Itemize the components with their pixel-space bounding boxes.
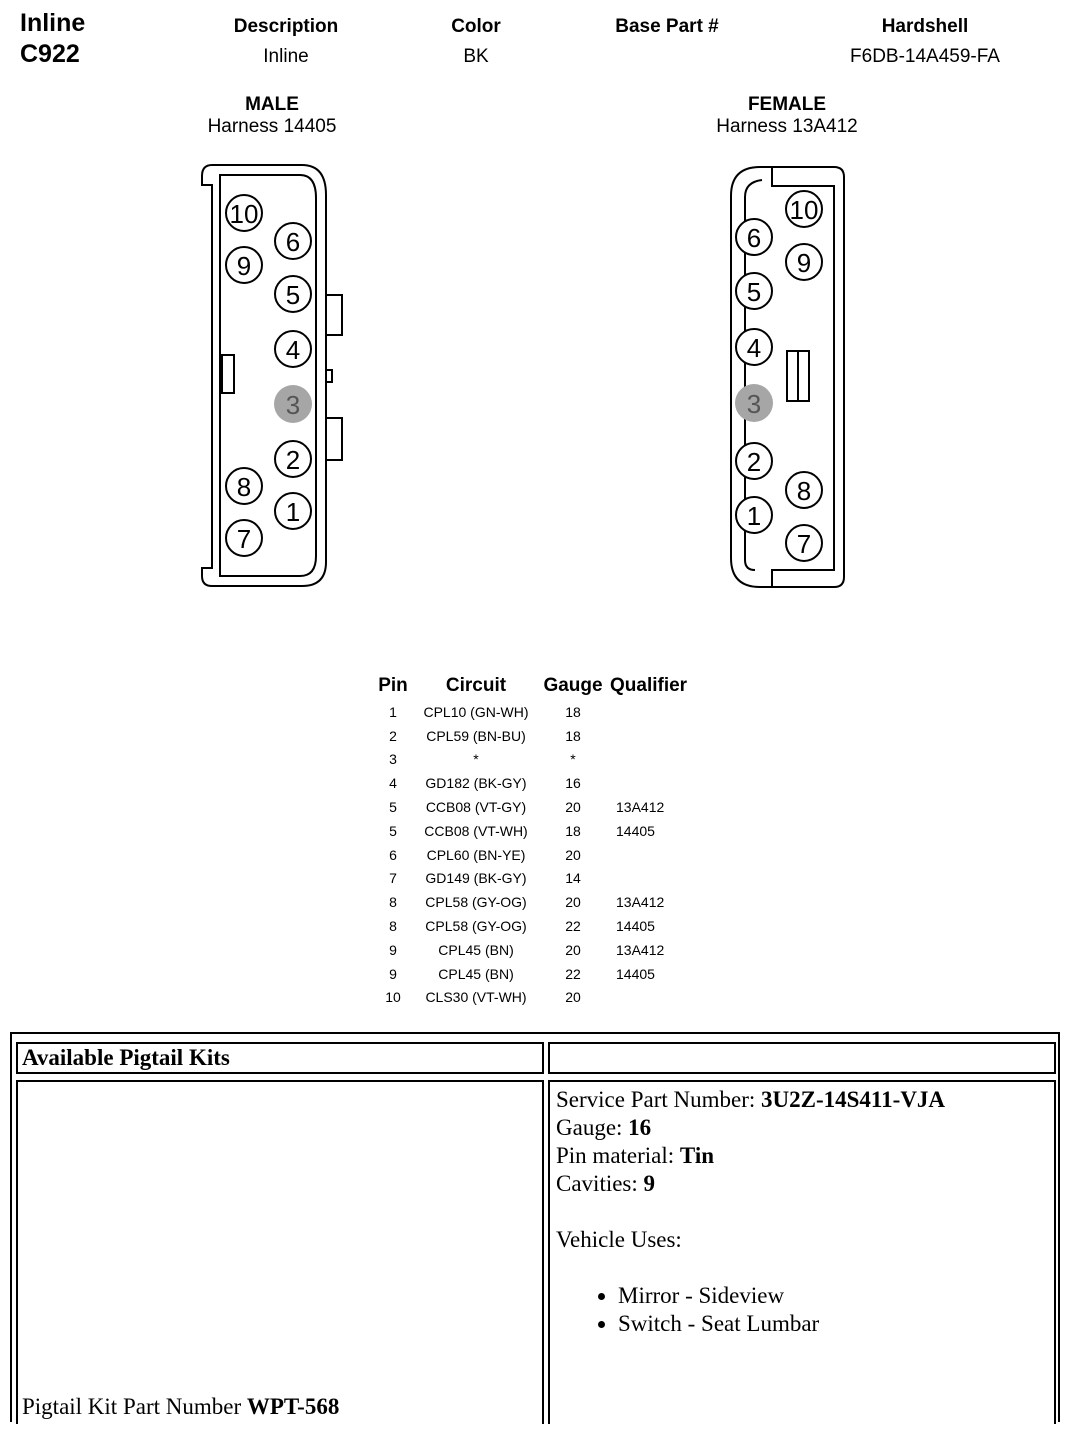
male-pin-9 xyxy=(226,247,262,283)
male-connector-outline xyxy=(202,165,342,586)
pigtail-kits-heading: Available Pigtail Kits xyxy=(16,1042,544,1074)
row-circuit: CCB08 (VT-WH) xyxy=(424,822,528,839)
row-pin: 8 xyxy=(389,918,397,935)
male-pin-6 xyxy=(275,223,311,259)
male-pin-1 xyxy=(275,493,311,529)
female-harness: Harness 13A412 xyxy=(716,116,858,137)
female-title: FEMALE xyxy=(747,94,827,115)
table-row xyxy=(370,890,706,914)
pigtail-kits-heading-right xyxy=(548,1042,1056,1074)
base-part-column xyxy=(587,16,747,46)
male-pin-5-label: 5 xyxy=(285,280,301,310)
male-harness: Harness 14405 xyxy=(207,116,337,137)
female-pin-7 xyxy=(786,525,822,561)
row-pin: 7 xyxy=(389,870,397,887)
female-pin-7-label: 7 xyxy=(796,529,812,559)
row-circuit: CPL45 (BN) xyxy=(438,941,514,958)
row-qualifier xyxy=(610,748,706,772)
row-gauge: 20 xyxy=(565,989,581,1006)
male-pin-3-label: 3 xyxy=(285,390,301,420)
row-qualifier xyxy=(610,986,706,1010)
row-qualifier xyxy=(610,843,706,867)
male-heading xyxy=(172,94,372,138)
male-pin-7-label: 7 xyxy=(236,524,252,554)
cavities-label: Cavities: xyxy=(556,1171,644,1196)
row-pin: 2 xyxy=(389,727,397,744)
row-pin: 10 xyxy=(385,989,401,1006)
table-row xyxy=(370,867,706,891)
female-pin-10 xyxy=(786,191,822,227)
table-row xyxy=(370,748,706,772)
row-pin: 5 xyxy=(389,822,397,839)
table-row xyxy=(370,819,706,843)
table-row xyxy=(370,795,706,819)
pigtail-kits-panel xyxy=(10,1032,1060,1422)
description-column xyxy=(206,16,366,68)
row-circuit: CCB08 (VT-GY) xyxy=(425,799,527,816)
row-qualifier: 14405 xyxy=(616,918,655,935)
female-pin-6-label: 6 xyxy=(746,223,762,253)
connector-header xyxy=(20,8,85,70)
row-gauge: * xyxy=(570,751,576,768)
female-connector-diagram xyxy=(720,160,855,592)
vehicle-uses-label: Vehicle Uses: xyxy=(556,1227,682,1252)
row-qualifier xyxy=(610,724,706,748)
male-pin-1-label: 1 xyxy=(285,497,301,527)
table-row xyxy=(370,962,706,986)
female-pin-2-label: 2 xyxy=(746,447,762,477)
list-item: • Mirror - Sideview xyxy=(618,1282,1054,1310)
base-part-label: Base Part # xyxy=(615,16,719,37)
qualifier-header: Qualifier xyxy=(610,675,688,696)
female-pin-2 xyxy=(736,443,772,479)
pigtail-kit-details xyxy=(548,1080,1056,1424)
row-circuit: CPL60 (BN-YE) xyxy=(426,846,526,863)
row-qualifier: 13A412 xyxy=(616,894,665,911)
row-gauge: 18 xyxy=(565,703,581,720)
hardshell-column xyxy=(815,16,1035,68)
row-qualifier: 14405 xyxy=(616,822,655,839)
table-row xyxy=(370,700,706,724)
table-row xyxy=(370,938,706,962)
gauge-label: Gauge: xyxy=(556,1115,629,1140)
table-row xyxy=(370,771,706,795)
table-row xyxy=(370,724,706,748)
male-pin-4-label: 4 xyxy=(285,335,301,365)
row-circuit: CPL58 (GY-OG) xyxy=(425,918,527,935)
female-pin-5-label: 5 xyxy=(746,277,762,307)
row-qualifier xyxy=(610,700,706,724)
row-gauge: 20 xyxy=(565,894,581,911)
male-pin-5 xyxy=(275,276,311,312)
row-qualifier xyxy=(610,867,706,891)
row-gauge: 18 xyxy=(565,822,581,839)
row-circuit: CPL59 (BN-BU) xyxy=(426,727,526,744)
male-pin-4 xyxy=(275,331,311,367)
cavities-line xyxy=(556,1170,1054,1198)
connector-id: C922 xyxy=(20,40,80,68)
female-pin-3-empty xyxy=(735,384,773,422)
description-value: Inline xyxy=(263,46,309,67)
gauge-line xyxy=(556,1114,1054,1142)
row-gauge: 20 xyxy=(565,799,581,816)
male-pin-10 xyxy=(226,195,262,231)
male-pin-8 xyxy=(226,468,262,504)
service-part-line xyxy=(556,1086,1054,1114)
row-pin: 5 xyxy=(389,799,397,816)
kit-part-label: Pigtail Kit Part Number xyxy=(22,1394,247,1419)
male-title: MALE xyxy=(245,94,299,115)
male-pin-6-label: 6 xyxy=(285,227,301,257)
female-pin-9 xyxy=(786,244,822,280)
vehicle-uses-list xyxy=(556,1282,1054,1338)
row-circuit: CPL10 (GN-WH) xyxy=(423,703,529,720)
row-circuit: GD149 (BK-GY) xyxy=(425,870,527,887)
row-gauge: 18 xyxy=(565,727,581,744)
hardshell-label: Hardshell xyxy=(881,16,969,37)
table-row xyxy=(370,914,706,938)
kit-part-value: WPT-568 xyxy=(246,1394,340,1419)
row-gauge: 22 xyxy=(565,965,581,982)
table-row xyxy=(370,843,706,867)
female-pin-4-label: 4 xyxy=(746,333,762,363)
row-gauge: 20 xyxy=(565,846,581,863)
color-label: Color xyxy=(451,16,501,37)
gauge-value: 16 xyxy=(628,1115,652,1140)
female-pin-8 xyxy=(786,472,822,508)
row-qualifier xyxy=(610,771,706,795)
pin-material-line xyxy=(556,1142,1054,1170)
row-pin: 3 xyxy=(389,751,397,768)
row-gauge: 22 xyxy=(565,918,581,935)
row-circuit: * xyxy=(473,751,479,768)
row-pin: 9 xyxy=(389,941,397,958)
color-value: BK xyxy=(463,46,489,67)
female-pin-9-label: 9 xyxy=(796,248,812,278)
row-pin: 4 xyxy=(389,775,397,792)
service-part-value: 3U2Z-14S411-VJA xyxy=(761,1087,946,1112)
male-pin-8-label: 8 xyxy=(236,472,252,502)
color-column xyxy=(416,16,536,68)
row-circuit: GD182 (BK-GY) xyxy=(425,775,527,792)
female-pin-3-label: 3 xyxy=(746,389,762,419)
row-pin: 1 xyxy=(389,703,397,720)
row-qualifier: 13A412 xyxy=(616,799,665,816)
description-label: Description xyxy=(233,16,339,37)
pin-table xyxy=(370,672,706,1009)
female-pin-8-label: 8 xyxy=(796,476,812,506)
row-circuit: CPL45 (BN) xyxy=(438,965,514,982)
male-pin-3-empty xyxy=(274,385,312,423)
pin-material-value: Tin xyxy=(679,1143,715,1168)
male-pin-2-label: 2 xyxy=(285,445,301,475)
row-gauge: 14 xyxy=(565,870,581,887)
female-pin-6 xyxy=(736,219,772,255)
row-pin: 6 xyxy=(389,846,397,863)
male-pin-7 xyxy=(226,520,262,556)
female-pin-4 xyxy=(736,329,772,365)
male-connector-diagram xyxy=(190,160,350,592)
row-qualifier: 13A412 xyxy=(616,941,665,958)
list-item: • Switch - Seat Lumbar xyxy=(618,1310,1054,1338)
row-qualifier: 14405 xyxy=(616,965,655,982)
connector-type: Inline xyxy=(20,9,86,37)
row-pin: 9 xyxy=(389,965,397,982)
circuit-header: Circuit xyxy=(445,675,507,696)
pigtail-kit-part-number xyxy=(22,1394,339,1420)
pin-table-header xyxy=(370,672,706,700)
female-pin-10-label: 10 xyxy=(789,195,819,225)
pin-header: Pin xyxy=(378,675,408,696)
row-circuit: CLS30 (VT-WH) xyxy=(425,989,527,1006)
row-circuit: CPL58 (GY-OG) xyxy=(425,894,527,911)
female-pin-5 xyxy=(736,273,772,309)
pin-material-label: Pin material: xyxy=(556,1143,680,1168)
row-pin: 8 xyxy=(389,894,397,911)
hardshell-value: F6DB-14A459-FA xyxy=(850,46,1000,67)
row-gauge: 20 xyxy=(565,941,581,958)
pigtail-kit-left-cell xyxy=(16,1080,544,1424)
female-heading xyxy=(687,94,887,138)
male-pin-10-label: 10 xyxy=(229,199,259,229)
male-pin-9-label: 9 xyxy=(236,251,252,281)
cavities-value: 9 xyxy=(643,1171,656,1196)
row-gauge: 16 xyxy=(565,775,581,792)
female-pin-1 xyxy=(736,497,772,533)
female-pin-1-label: 1 xyxy=(746,501,762,531)
service-part-label: Service Part Number: xyxy=(556,1087,762,1112)
male-pin-2 xyxy=(275,441,311,477)
table-row xyxy=(370,986,706,1010)
gauge-header: Gauge xyxy=(543,675,603,696)
